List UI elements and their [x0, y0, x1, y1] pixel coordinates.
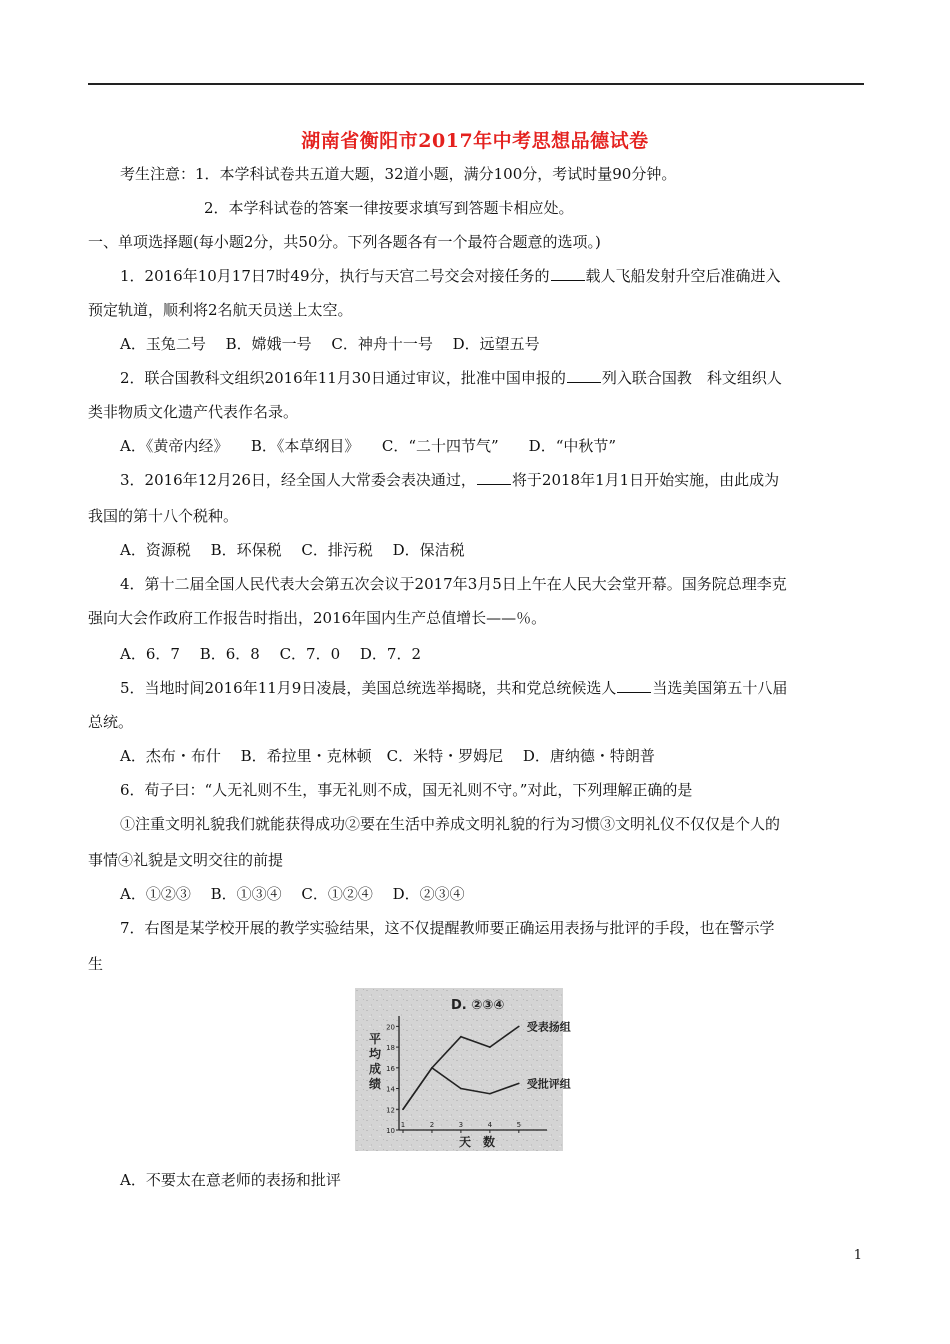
question-7-option-a: A．不要太在意老师的表扬和批评 [120, 1171, 341, 1189]
y-tick-label: 14 [386, 1085, 395, 1094]
question-3 [120, 470, 779, 490]
series-label: 受批评组 [526, 1077, 571, 1091]
y-axis-label-char: 成 [369, 1062, 382, 1076]
answer-blank [617, 678, 651, 693]
x-tick-label: 1 [400, 1121, 406, 1129]
question-3-part-b: 将于2018年1月1日开始实施，由此成为 [511, 471, 780, 489]
question-4: 4．第十二届全国人民代表大会第五次会议于2017年3月5日上午在人民大会堂开幕。国务院总理李克 [120, 575, 787, 593]
question-2 [120, 368, 782, 388]
question-4-options: A．6．7 B．6．8 C．7．0 D．7．2 [120, 645, 422, 663]
y-tick-label: 20 [386, 1023, 395, 1032]
x-tick-label: 5 [516, 1121, 522, 1129]
page-title: 湖南省衡阳市2017年中考思想品德试卷 [301, 130, 649, 152]
question-1-options: A．玉兔二号 B．嫦娥一号 C．神舟十一号 D．远望五号 [120, 335, 540, 353]
question-3-part-a: 3．2016年12月26日，经全国人大常委会表决通过， [120, 471, 476, 489]
notice-line-2: 2．本学科试卷的答案一律按要求填写到答题卡相应处。 [204, 199, 574, 217]
y-tick-label: 10 [386, 1127, 395, 1135]
question-2-part-a: 2．联合国教科文组织2016年11月30日通过审议，批准中国申报的 [120, 369, 566, 387]
question-5-part-a: 5．当地时间2016年11月9日凌晨，美国总统选举揭晓，共和党总统候选人 [120, 679, 617, 697]
data-point [518, 1083, 520, 1085]
chart-svg [355, 988, 571, 1151]
header-rule [88, 83, 864, 85]
question-4-cont: 强向大会作政府工作报告时指出，2016年国内生产总值增长——％。 [88, 609, 547, 627]
question-7-cont: 生 [88, 955, 104, 973]
y-axis-label-char: 平 [369, 1032, 382, 1046]
question-6: 6．荀子曰：“人无礼则不生，事无礼则不成，国无礼则不守。”对此，下列理解正确的是 [120, 781, 693, 799]
question-6-statements: ①注重文明礼貌我们就能获得成功②要在生活中养成文明礼貌的行为习惯③文明礼仪不仅仅是个人的 [120, 815, 781, 833]
chart-overlay-text: D. ②③④ [451, 998, 505, 1013]
question-3-cont: 我国的第十八个税种。 [88, 507, 239, 525]
y-tick-label: 18 [386, 1044, 395, 1053]
data-point [402, 1108, 404, 1110]
x-axis-label: 天 数 [459, 1135, 496, 1149]
question-3-options: A．资源税 B．环保税 C．排污税 D．保洁税 [120, 541, 465, 559]
data-point [431, 1067, 433, 1069]
y-tick-label: 12 [386, 1106, 395, 1115]
y-tick-label: 16 [386, 1064, 395, 1073]
question-6-cont: 事情④礼貌是文明交往的前提 [88, 851, 284, 869]
data-point [518, 1026, 520, 1028]
question-5 [120, 678, 787, 698]
page-number: 1 [853, 1248, 862, 1263]
answer-blank [551, 266, 585, 281]
question-2-options: A．《黄帝内经》 B．《本草纲目》 C．“二十四节气” D．“中秋节” [120, 437, 617, 455]
experiment-chart [355, 988, 571, 1151]
question-5-cont: 总统。 [88, 713, 134, 731]
question-1-part-b: 载人飞船发射升空后准确进入 [585, 267, 781, 285]
x-tick-label: 4 [487, 1121, 493, 1129]
question-2-part-b: 列入联合国教 科文组织人 [601, 369, 782, 387]
answer-blank [477, 470, 511, 485]
question-7: 7．右图是某学校开展的教学实验结果，这不仅提醒教师要正确运用表扬与批评的手段，也在警示学 [120, 919, 775, 937]
section-heading: 一、单项选择题(每小题2分，共50分。下列各题各有一个最符合题意的选项。) [88, 233, 601, 251]
y-axis-label-char: 均 [369, 1047, 382, 1061]
question-5-part-b: 当选美国第五十八届 [652, 679, 788, 697]
x-tick-label: 3 [458, 1121, 464, 1129]
x-tick-label: 2 [429, 1121, 435, 1129]
series-label: 受表扬组 [526, 1020, 571, 1034]
data-point [460, 1088, 462, 1090]
y-axis-label-char: 绩 [369, 1077, 382, 1091]
notice-line-1: 考生注意：1．本学科试卷共五道大题，32道小题，满分100分，考试时量90分钟。 [120, 165, 677, 183]
answer-blank [567, 368, 601, 383]
question-6-options: A．①②③ B．①③④ C．①②④ D．②③④ [120, 885, 465, 903]
question-2-cont: 类非物质文化遗产代表作名录。 [88, 403, 299, 421]
question-1-cont: 预定轨道，顺利将2名航天员送上太空。 [88, 301, 353, 319]
question-5-options: A．杰布・布什 B．希拉里・克林顿 C．米特・罗姆尼 D．唐纳德・特朗普 [120, 747, 655, 765]
question-1 [120, 266, 781, 286]
data-point [489, 1093, 491, 1095]
data-point [460, 1036, 462, 1038]
question-1-part-a: 1．2016年10月17日7时49分，执行与天宫二号交会对接任务的 [120, 267, 550, 285]
data-point [489, 1046, 491, 1048]
